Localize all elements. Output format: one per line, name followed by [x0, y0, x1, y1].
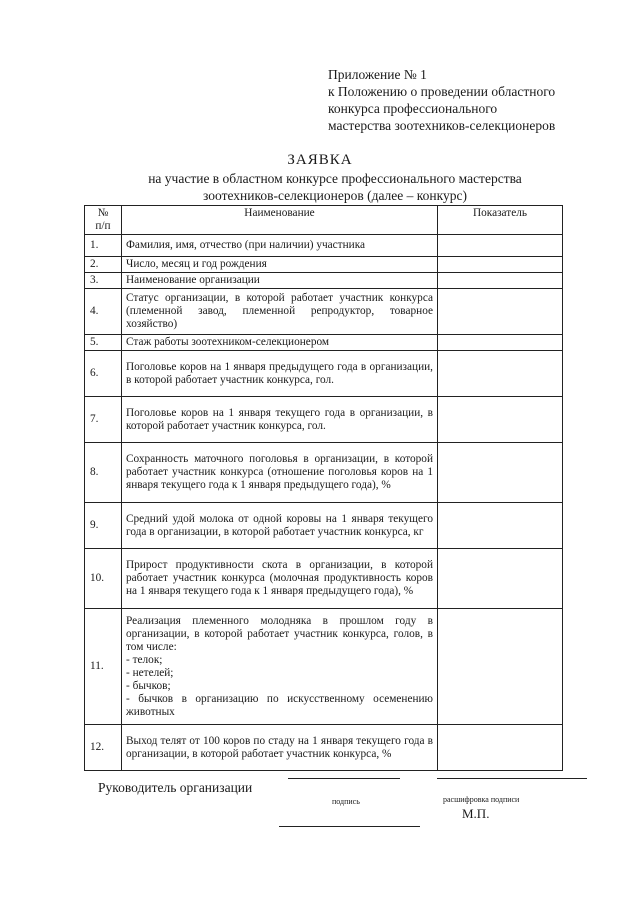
- row-value-cell[interactable]: [438, 609, 563, 725]
- row-value-cell[interactable]: [438, 335, 563, 351]
- row-value-cell[interactable]: [438, 397, 563, 443]
- table-row: [85, 351, 563, 397]
- appendix-number: Приложение № 1: [328, 67, 427, 82]
- row-number: 4.: [85, 289, 122, 335]
- row-number: 10.: [85, 549, 122, 609]
- appendix-ref-line-1: к Положению о проведении областного: [328, 84, 556, 99]
- row-name: Реализация племенного молодняка в прошлом году в организации, в которой работает участник конкурса, голов, в том числе: - телок; - нетелей; - бычков; - бычков в организацию по искусственному осеменению животных: [122, 609, 438, 725]
- row-value-cell[interactable]: [438, 503, 563, 549]
- row-name: Статус организации, в которой работает участник конкурса (племенной завод, племенной репродуктор, товарное хозяйство): [122, 289, 438, 335]
- row-name: Стаж работы зоотехником-селекционером: [122, 335, 438, 351]
- row-number: 8.: [85, 443, 122, 503]
- row-value-cell[interactable]: [438, 725, 563, 771]
- application-table: [84, 205, 563, 771]
- organization-head-label: Руководитель организации: [98, 780, 253, 795]
- table-row: [85, 503, 563, 549]
- row-name: Фамилия, имя, отчество (при наличии) участника: [122, 235, 438, 257]
- bottom-line: [279, 826, 420, 827]
- row-value-cell[interactable]: [438, 549, 563, 609]
- row-value-cell[interactable]: [438, 289, 563, 335]
- stamp-place-label: М.П.: [462, 806, 490, 821]
- subtitle-line-2: зоотехников-селекционеров (далее – конкурс): [203, 188, 467, 203]
- row-number: 11.: [85, 609, 122, 725]
- row-name: Сохранность маточного поголовья в организации, в которой работает участник конкурса (отношение поголовья коров на 1 января текущего года к 1 января предыдущего года), %: [122, 443, 438, 503]
- appendix-ref-line-3: мастерства зоотехников-селекционеров: [328, 118, 556, 133]
- row-number: 6.: [85, 351, 122, 397]
- row-name: Поголовье коров на 1 января предыдущего года в организации, в которой работает участник конкурса, гол.: [122, 351, 438, 397]
- row-number: 3.: [85, 273, 122, 289]
- signature-caption: подпись: [332, 797, 360, 806]
- subtitle-line-1: на участие в областном конкурсе профессионального мастерства: [148, 171, 522, 186]
- signature-decoding-caption: расшифровка подписи: [443, 795, 520, 804]
- row-name: Поголовье коров на 1 января текущего года в организации, в которой работает участник конкурса, гол.: [122, 397, 438, 443]
- table-row: [85, 235, 563, 257]
- table-row: [85, 549, 563, 609]
- row-value-cell[interactable]: [438, 273, 563, 289]
- row-name: Выход телят от 100 коров по стаду на 1 января текущего года в организации, в которой работает участник конкурса, %: [122, 725, 438, 771]
- row-number: 9.: [85, 503, 122, 549]
- row-value-cell[interactable]: [438, 443, 563, 503]
- document-title: ЗАЯВКА: [287, 152, 353, 168]
- row-name: Наименование организации: [122, 273, 438, 289]
- table-header-row: [85, 206, 563, 235]
- row-number: 2.: [85, 257, 122, 273]
- appendix-ref-line-2: конкурса профессионального: [328, 101, 498, 116]
- row-value-cell[interactable]: [438, 257, 563, 273]
- table-row: [85, 443, 563, 503]
- table-row: [85, 725, 563, 771]
- header-number: № п/п: [85, 206, 122, 235]
- header-name: Наименование: [122, 206, 438, 235]
- table-row: [85, 257, 563, 273]
- row-value-cell[interactable]: [438, 351, 563, 397]
- signature-line[interactable]: [288, 778, 400, 779]
- signature-decoding-line[interactable]: [437, 778, 587, 779]
- table-row: [85, 289, 563, 335]
- document-subtitle: [95, 170, 575, 204]
- table-row: [85, 335, 563, 351]
- row-number: 5.: [85, 335, 122, 351]
- row-name: Прирост продуктивности скота в организации, в которой работает участник конкурса (молочная продуктивность коров на 1 января текущего года к 1 января предыдущего года), %: [122, 549, 438, 609]
- row-number: 7.: [85, 397, 122, 443]
- header-value: Показатель: [438, 206, 563, 235]
- row-number: 1.: [85, 235, 122, 257]
- row-name: Средний удой молока от одной коровы на 1 января текущего года в организации, в которой работает участник конкурса, кг: [122, 503, 438, 549]
- table-row: [85, 397, 563, 443]
- row-value-cell[interactable]: [438, 235, 563, 257]
- table-row: [85, 609, 563, 725]
- row-name: Число, месяц и год рождения: [122, 257, 438, 273]
- appendix-block: [328, 66, 628, 134]
- table-row: [85, 273, 563, 289]
- row-number: 12.: [85, 725, 122, 771]
